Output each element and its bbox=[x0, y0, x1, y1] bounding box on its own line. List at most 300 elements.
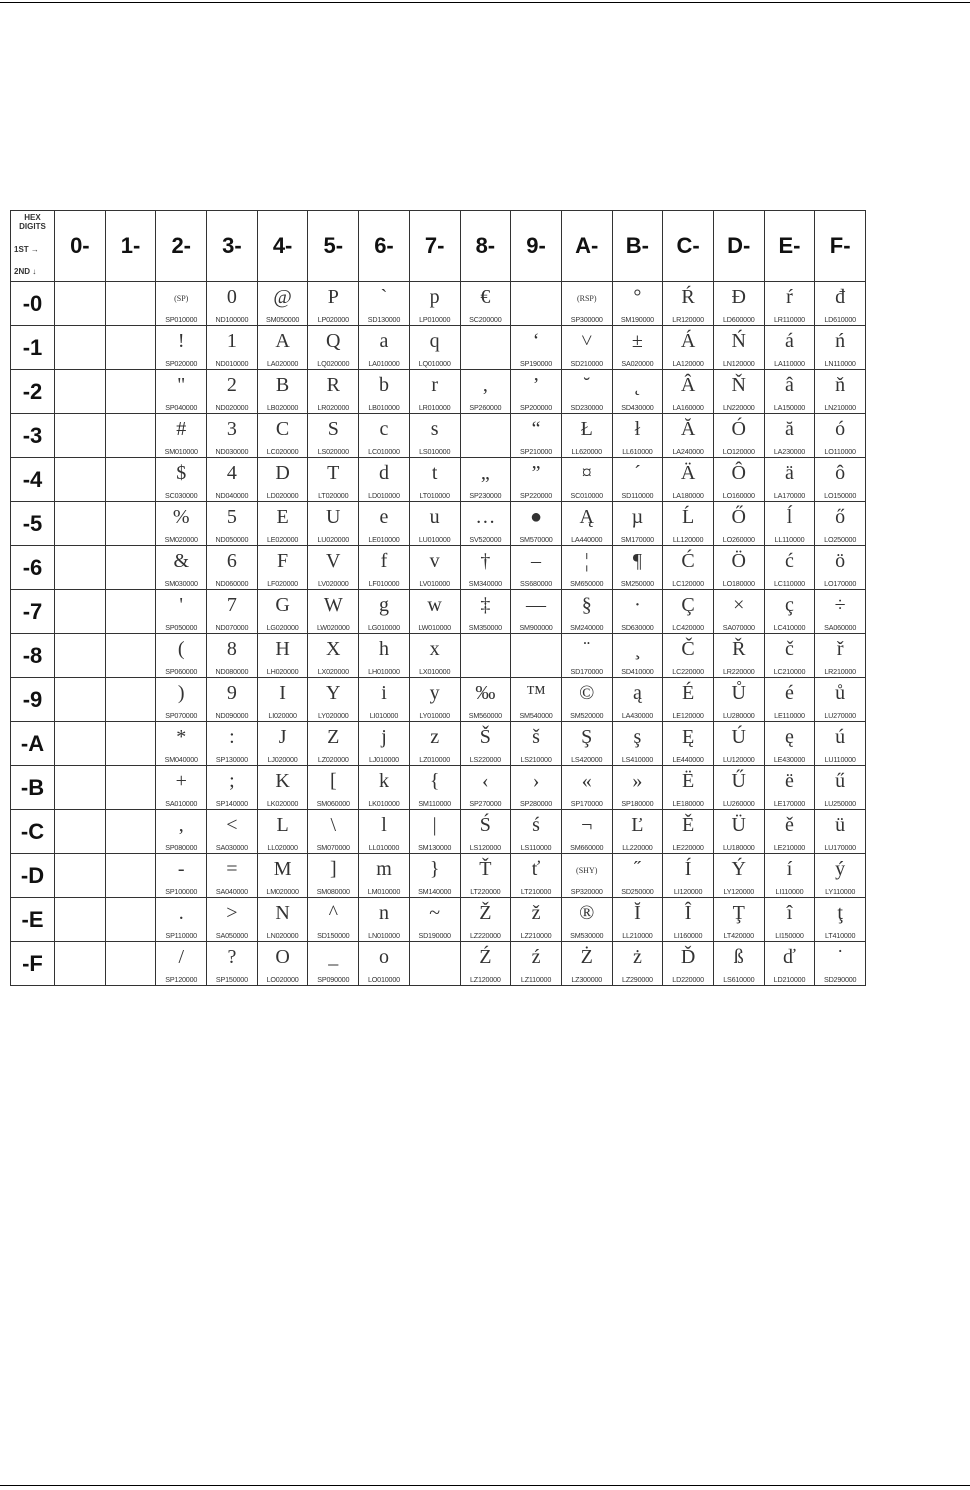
character-glyph: î bbox=[786, 902, 793, 924]
character-id: ND070000 bbox=[215, 623, 249, 632]
character-glyph: â bbox=[785, 374, 794, 396]
character-glyph: q bbox=[429, 330, 440, 352]
character-glyph: Ő bbox=[731, 506, 746, 528]
character-id: LA180000 bbox=[672, 491, 704, 500]
character-glyph: Ů bbox=[731, 682, 746, 704]
character-glyph: Ą bbox=[579, 506, 594, 528]
code-cell bbox=[561, 414, 612, 458]
character-glyph: Z bbox=[327, 726, 340, 748]
code-cell bbox=[815, 546, 866, 590]
code-cell bbox=[105, 458, 156, 502]
code-cell bbox=[55, 854, 106, 898]
code-cell bbox=[156, 282, 207, 326]
character-glyph: ' bbox=[179, 594, 184, 616]
code-cell bbox=[511, 722, 562, 766]
code-cell bbox=[511, 854, 562, 898]
code-cell bbox=[359, 678, 410, 722]
code-cell bbox=[105, 854, 156, 898]
character-glyph: W bbox=[323, 594, 343, 616]
character-glyph: ° bbox=[633, 286, 642, 308]
character-glyph: l bbox=[381, 814, 387, 836]
character-glyph: ( bbox=[177, 638, 185, 660]
code-cell bbox=[409, 678, 460, 722]
column-header: 9- bbox=[511, 211, 562, 282]
character-glyph: … bbox=[475, 506, 496, 528]
character-id: LR220000 bbox=[722, 667, 755, 676]
character-glyph: ´ bbox=[634, 462, 641, 484]
character-glyph: é bbox=[785, 682, 794, 704]
code-cell bbox=[55, 282, 106, 326]
character-glyph: ą bbox=[632, 682, 642, 704]
character-id: SA010000 bbox=[165, 799, 198, 808]
character-id: SA040000 bbox=[215, 887, 248, 896]
code-cell bbox=[359, 634, 410, 678]
code-cell bbox=[156, 458, 207, 502]
character-id: SD170000 bbox=[570, 667, 603, 676]
character-id: LN020000 bbox=[266, 931, 299, 940]
row-header: -5 bbox=[11, 502, 55, 546]
character-id: SV520000 bbox=[469, 535, 502, 544]
code-cell bbox=[409, 898, 460, 942]
code-cell bbox=[409, 810, 460, 854]
character-glyph: (RSP) bbox=[576, 294, 597, 303]
character-glyph: ˙ bbox=[836, 946, 844, 968]
code-cell bbox=[257, 810, 308, 854]
character-glyph: u bbox=[429, 506, 440, 528]
character-id: LZ010000 bbox=[419, 755, 451, 764]
code-cell bbox=[156, 414, 207, 458]
character-id: LJ010000 bbox=[368, 755, 399, 764]
character-id: LO260000 bbox=[722, 535, 755, 544]
character-glyph: M bbox=[273, 858, 292, 880]
code-cell bbox=[612, 898, 663, 942]
character-glyph: n bbox=[378, 902, 389, 924]
character-id: SM110000 bbox=[418, 799, 451, 808]
character-id: LV010000 bbox=[419, 579, 450, 588]
character-glyph: P bbox=[327, 286, 339, 308]
character-id: SM050000 bbox=[266, 315, 300, 324]
column-header: 1- bbox=[105, 211, 156, 282]
character-id: LQ010000 bbox=[418, 359, 451, 368]
row-header: -0 bbox=[11, 282, 55, 326]
character-glyph: [ bbox=[329, 770, 337, 792]
character-id: LI120000 bbox=[673, 887, 703, 896]
column-header: 3- bbox=[207, 211, 258, 282]
character-id: LA230000 bbox=[773, 447, 806, 456]
character-id: LC110000 bbox=[773, 579, 805, 588]
code-cell bbox=[257, 502, 308, 546]
character-id: LU270000 bbox=[824, 711, 856, 720]
character-id: LA010000 bbox=[368, 359, 400, 368]
code-cell bbox=[764, 854, 815, 898]
character-glyph: Č bbox=[681, 638, 695, 660]
code-cell bbox=[55, 414, 106, 458]
character-glyph: ţ bbox=[837, 902, 843, 924]
character-glyph: J bbox=[278, 726, 287, 748]
code-cell bbox=[511, 370, 562, 414]
character-id: LZ020000 bbox=[317, 755, 349, 764]
code-cell bbox=[612, 326, 663, 370]
character-glyph: ! bbox=[177, 330, 185, 352]
character-id: LJ020000 bbox=[267, 755, 298, 764]
row-header: -4 bbox=[11, 458, 55, 502]
code-cell bbox=[257, 414, 308, 458]
code-cell bbox=[105, 590, 156, 634]
code-cell bbox=[55, 898, 106, 942]
code-cell bbox=[156, 678, 207, 722]
character-id: LI110000 bbox=[775, 887, 804, 896]
character-id: SP120000 bbox=[165, 975, 198, 984]
code-cell bbox=[511, 766, 562, 810]
character-id: LL120000 bbox=[672, 535, 704, 544]
code-cell bbox=[460, 370, 511, 414]
code-cell bbox=[308, 370, 359, 414]
code-cell bbox=[663, 502, 714, 546]
table-row bbox=[11, 810, 866, 854]
character-glyph: Ś bbox=[479, 814, 491, 836]
code-cell bbox=[308, 590, 359, 634]
code-cell bbox=[105, 678, 156, 722]
character-glyph: h bbox=[378, 638, 389, 660]
code-cell bbox=[207, 326, 258, 370]
character-glyph: G bbox=[275, 594, 290, 616]
code-cell bbox=[764, 678, 815, 722]
code-cell bbox=[105, 766, 156, 810]
code-cell bbox=[409, 634, 460, 678]
row-header: -F bbox=[11, 942, 55, 986]
code-cell bbox=[409, 370, 460, 414]
character-glyph: ď bbox=[783, 946, 796, 968]
character-glyph: » bbox=[632, 770, 643, 792]
character-id: LE220000 bbox=[672, 843, 704, 852]
table-row bbox=[11, 458, 866, 502]
code-cell bbox=[207, 898, 258, 942]
character-id: LA170000 bbox=[773, 491, 806, 500]
code-cell bbox=[764, 282, 815, 326]
character-glyph: ¬ bbox=[581, 814, 593, 836]
code-cell bbox=[663, 678, 714, 722]
character-id: SP220000 bbox=[520, 491, 553, 500]
code-cell bbox=[713, 722, 764, 766]
character-glyph: ú bbox=[835, 726, 846, 748]
character-id: SM130000 bbox=[418, 843, 452, 852]
character-id: LO250000 bbox=[824, 535, 857, 544]
character-id: SM190000 bbox=[620, 315, 654, 324]
code-cell bbox=[713, 458, 764, 502]
character-id: SM650000 bbox=[570, 579, 604, 588]
character-id: LI020000 bbox=[268, 711, 297, 720]
character-glyph: ¸ bbox=[634, 638, 641, 660]
character-glyph: Á bbox=[680, 330, 696, 352]
character-glyph: . bbox=[178, 902, 184, 924]
character-id: LL210000 bbox=[622, 931, 653, 940]
code-cell bbox=[55, 678, 106, 722]
character-glyph: Ç bbox=[681, 594, 695, 616]
character-id: SP040000 bbox=[165, 403, 198, 412]
character-glyph: N bbox=[275, 902, 290, 924]
character-glyph: O bbox=[275, 946, 290, 968]
character-glyph: › bbox=[532, 770, 540, 792]
code-cell bbox=[55, 722, 106, 766]
character-id: LE210000 bbox=[773, 843, 806, 852]
character-id: LC120000 bbox=[672, 579, 704, 588]
character-id: ND050000 bbox=[215, 535, 249, 544]
character-id: SC200000 bbox=[469, 315, 502, 324]
character-id: LU010000 bbox=[418, 535, 451, 544]
character-id: LL610000 bbox=[622, 447, 653, 456]
code-cell bbox=[308, 722, 359, 766]
code-cell bbox=[359, 854, 410, 898]
table-row bbox=[11, 942, 866, 986]
code-cell bbox=[713, 282, 764, 326]
character-glyph: g bbox=[378, 594, 389, 616]
code-cell bbox=[359, 458, 410, 502]
character-glyph: „ bbox=[480, 462, 490, 484]
code-cell bbox=[105, 282, 156, 326]
code-cell bbox=[713, 854, 764, 898]
character-id: SM520000 bbox=[570, 711, 604, 720]
character-id: SM560000 bbox=[468, 711, 502, 720]
code-cell bbox=[815, 722, 866, 766]
code-cell bbox=[257, 282, 308, 326]
character-glyph: & bbox=[173, 550, 189, 572]
character-glyph: Ü bbox=[731, 814, 746, 836]
character-id: LK020000 bbox=[267, 799, 299, 808]
character-glyph: s bbox=[430, 418, 439, 440]
character-glyph: | bbox=[432, 814, 437, 836]
code-cell bbox=[511, 810, 562, 854]
character-id: SM540000 bbox=[519, 711, 553, 720]
character-glyph: : bbox=[229, 726, 235, 748]
code-cell bbox=[561, 282, 612, 326]
character-glyph: ~ bbox=[429, 902, 441, 924]
code-cell bbox=[612, 854, 663, 898]
character-id: LU280000 bbox=[722, 711, 755, 720]
code-cell bbox=[460, 414, 511, 458]
character-id: SP020000 bbox=[165, 359, 198, 368]
character-id: LR120000 bbox=[672, 315, 704, 324]
character-glyph: ` bbox=[380, 286, 388, 308]
code-cell bbox=[207, 502, 258, 546]
character-id: LU120000 bbox=[722, 755, 755, 764]
character-glyph: ¦ bbox=[584, 550, 589, 572]
character-glyph: ^ bbox=[328, 902, 338, 924]
character-glyph: ; bbox=[229, 770, 235, 792]
character-id: SD190000 bbox=[418, 931, 451, 940]
column-header: 6- bbox=[359, 211, 410, 282]
code-cell bbox=[612, 722, 663, 766]
character-id: LU260000 bbox=[722, 799, 755, 808]
character-glyph: b bbox=[378, 374, 389, 396]
column-header: D- bbox=[713, 211, 764, 282]
code-cell bbox=[663, 458, 714, 502]
character-id: LE170000 bbox=[773, 799, 806, 808]
code-cell bbox=[257, 590, 308, 634]
code-cell bbox=[359, 590, 410, 634]
code-cell bbox=[511, 414, 562, 458]
row-header: -6 bbox=[11, 546, 55, 590]
code-cell bbox=[359, 326, 410, 370]
character-id: LX020000 bbox=[317, 667, 349, 676]
code-cell bbox=[359, 414, 410, 458]
table-row bbox=[11, 326, 866, 370]
code-cell bbox=[815, 634, 866, 678]
code-cell bbox=[409, 546, 460, 590]
row-header: -9 bbox=[11, 678, 55, 722]
character-glyph: Ô bbox=[731, 462, 746, 484]
character-id: LA120000 bbox=[672, 359, 704, 368]
code-cell bbox=[561, 370, 612, 414]
character-glyph: ň bbox=[835, 374, 846, 396]
code-cell bbox=[663, 898, 714, 942]
character-id: LT020000 bbox=[318, 491, 349, 500]
code-cell bbox=[764, 458, 815, 502]
character-glyph: 4 bbox=[226, 462, 237, 484]
character-glyph: ● bbox=[529, 506, 543, 528]
code-cell bbox=[257, 898, 308, 942]
character-glyph: 5 bbox=[226, 506, 237, 528]
character-glyph: - bbox=[177, 858, 185, 880]
character-glyph: · bbox=[634, 594, 641, 616]
character-id: SP320000 bbox=[570, 887, 603, 896]
character-glyph: Ó bbox=[731, 418, 746, 440]
character-id: LT420000 bbox=[723, 931, 754, 940]
code-cell bbox=[713, 766, 764, 810]
code-cell bbox=[156, 590, 207, 634]
code-cell bbox=[55, 634, 106, 678]
character-glyph: C bbox=[275, 418, 290, 440]
character-glyph: D bbox=[275, 462, 290, 484]
character-glyph: ß bbox=[733, 946, 744, 968]
character-id: SA030000 bbox=[215, 843, 248, 852]
code-cell bbox=[764, 502, 815, 546]
row-header: -E bbox=[11, 898, 55, 942]
code-cell bbox=[561, 326, 612, 370]
character-glyph: a bbox=[379, 330, 389, 352]
code-cell bbox=[815, 590, 866, 634]
code-cell bbox=[561, 854, 612, 898]
code-cell bbox=[359, 502, 410, 546]
character-glyph: ů bbox=[835, 682, 846, 704]
character-glyph: ź bbox=[531, 946, 541, 968]
character-id: LL110000 bbox=[774, 535, 805, 544]
character-id: LD220000 bbox=[672, 975, 704, 984]
character-id: SM350000 bbox=[468, 623, 502, 632]
character-glyph: ş bbox=[633, 726, 642, 748]
character-glyph: Ł bbox=[580, 418, 593, 440]
character-glyph: / bbox=[178, 946, 184, 968]
character-glyph: ™ bbox=[526, 682, 546, 704]
character-glyph: Â bbox=[680, 374, 696, 396]
character-id: LS410000 bbox=[621, 755, 653, 764]
character-id: LE440000 bbox=[672, 755, 704, 764]
character-id: LF020000 bbox=[267, 579, 298, 588]
code-cell bbox=[764, 942, 815, 986]
code-cell bbox=[764, 634, 815, 678]
code-cell bbox=[156, 502, 207, 546]
character-glyph: A bbox=[275, 330, 290, 352]
character-glyph: d bbox=[378, 462, 389, 484]
code-cell bbox=[257, 722, 308, 766]
character-id: LO170000 bbox=[824, 579, 857, 588]
character-glyph: ¶ bbox=[632, 550, 642, 572]
character-id: SM570000 bbox=[519, 535, 553, 544]
code-cell bbox=[663, 414, 714, 458]
character-id: LL020000 bbox=[267, 843, 298, 852]
character-id: LN120000 bbox=[722, 359, 755, 368]
code-cell bbox=[308, 502, 359, 546]
character-glyph: 7 bbox=[226, 594, 237, 616]
character-glyph: ŕ bbox=[786, 286, 793, 308]
character-id: LL220000 bbox=[622, 843, 653, 852]
character-id: LH020000 bbox=[266, 667, 299, 676]
row-header: -1 bbox=[11, 326, 55, 370]
character-id: LN210000 bbox=[824, 403, 856, 412]
code-cell bbox=[764, 766, 815, 810]
code-cell bbox=[561, 678, 612, 722]
character-glyph: € bbox=[480, 286, 491, 308]
code-cell bbox=[156, 370, 207, 414]
character-glyph: Î bbox=[684, 902, 692, 924]
code-cell bbox=[663, 810, 714, 854]
character-glyph: w bbox=[427, 594, 442, 616]
code-cell bbox=[511, 546, 562, 590]
character-glyph: " bbox=[177, 374, 186, 396]
code-cell bbox=[257, 326, 308, 370]
code-cell bbox=[663, 370, 714, 414]
character-glyph: ÷ bbox=[834, 594, 846, 616]
code-cell bbox=[612, 634, 663, 678]
character-glyph: + bbox=[175, 770, 187, 792]
code-cell bbox=[713, 810, 764, 854]
character-glyph: ˘ bbox=[583, 374, 591, 396]
character-glyph: y bbox=[429, 682, 440, 704]
character-glyph: } bbox=[429, 858, 440, 880]
table-row bbox=[11, 546, 866, 590]
table-row bbox=[11, 502, 866, 546]
character-id: LD210000 bbox=[773, 975, 806, 984]
code-cell bbox=[764, 326, 815, 370]
character-glyph: “ bbox=[531, 418, 541, 440]
code-cell bbox=[257, 546, 308, 590]
character-glyph: o bbox=[378, 946, 389, 968]
code-cell bbox=[55, 590, 106, 634]
code-cell bbox=[460, 942, 511, 986]
code-cell bbox=[409, 326, 460, 370]
character-glyph: ő bbox=[835, 506, 846, 528]
code-cell bbox=[713, 326, 764, 370]
character-glyph: ö bbox=[835, 550, 846, 572]
character-id: LR020000 bbox=[317, 403, 350, 412]
code-cell bbox=[612, 766, 663, 810]
character-id: SM530000 bbox=[570, 931, 604, 940]
character-glyph: ® bbox=[579, 902, 595, 924]
character-glyph: ü bbox=[835, 814, 846, 836]
character-id: LV020000 bbox=[317, 579, 349, 588]
column-header: 7- bbox=[409, 211, 460, 282]
character-id: SM250000 bbox=[620, 579, 654, 588]
character-glyph: z bbox=[430, 726, 440, 748]
code-cell bbox=[815, 854, 866, 898]
character-glyph: ę bbox=[785, 726, 794, 748]
character-id: SD290000 bbox=[823, 975, 857, 984]
character-glyph: , bbox=[178, 814, 184, 836]
character-glyph: Ä bbox=[680, 462, 696, 484]
code-cell bbox=[561, 502, 612, 546]
code-cell bbox=[156, 766, 207, 810]
code-cell bbox=[308, 414, 359, 458]
character-glyph: đ bbox=[835, 286, 846, 308]
